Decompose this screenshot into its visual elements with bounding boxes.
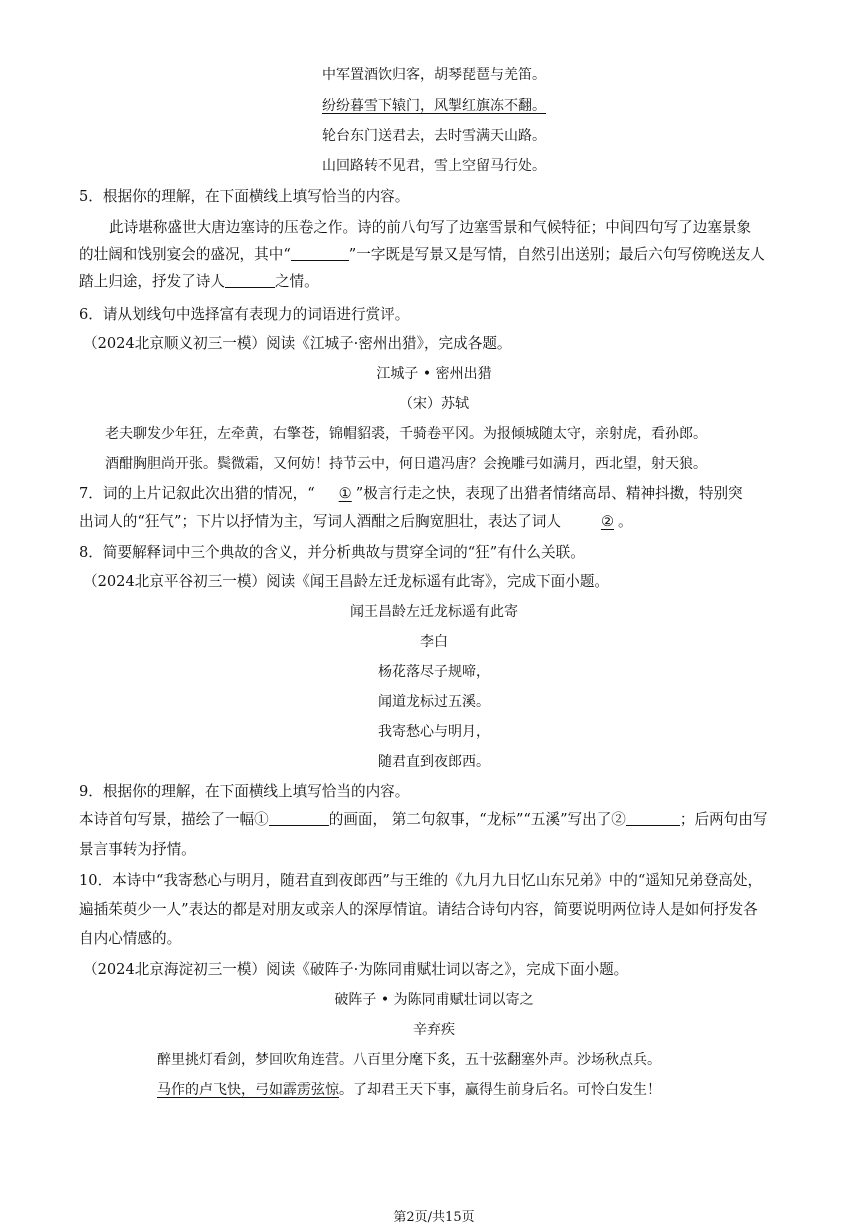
poem2-line-2: 酒酣胸胆尚开张。鬓微霜，又何妨！持节云中，何日遣冯唐？会挽雕弓如满月，西北望，射天狼。 xyxy=(105,456,707,472)
poem2-title: 江城子 • 密州出猎 xyxy=(376,366,492,382)
section-intro-2: （2024北京顺义初三一模）阅读《江城子·密州出猎》，完成各题。 xyxy=(83,335,512,352)
q5-text-b: ”一字既是写景又是写情，自然引出送别；最后六句写傍晚送友人 xyxy=(348,246,765,263)
question-5-line-2 xyxy=(79,245,765,265)
poem3-line-4: 随君直到夜郎西。 xyxy=(378,754,490,770)
poem2-author: （宋）苏轼 xyxy=(399,396,469,412)
q5-text-a: 的壮阔和饯别宴会的盛况，其中“ xyxy=(79,246,291,263)
poem4-line-2-rest: 。了却君王天下事，赢得生前身后名。可怜白发生！ xyxy=(339,1082,661,1098)
q9-text-b: 的画面， 第二句叙事，“龙标”“五溪”写出了② xyxy=(328,811,626,828)
question-7-line-2 xyxy=(79,512,633,532)
poem2-line-1: 老夫聊发少年狂，左牵黄，右擎苍，锦帽貂裘，千骑卷平冈。为报倾城随太守，亲射虎，看孙郎。 xyxy=(105,426,707,442)
answer-blank-1[interactable] xyxy=(269,811,329,826)
answer-blank[interactable] xyxy=(291,246,349,261)
question-5-head: 5．根据你的理解，在下面横线上填写恰当的内容。 xyxy=(79,188,410,205)
q9-text-c: ；后两句由写 xyxy=(679,811,768,828)
poem3-line-1: 杨花落尽子规啼， xyxy=(378,664,490,680)
underlined-verse: 纷纷暮雪下辕门，风掣红旗冻不翻。 xyxy=(322,98,546,114)
q7-text-c: 出词人的“狂气”；下片以抒情为主，写词人酒酣之后胸宽胆壮，表达了词人 xyxy=(79,513,561,530)
question-8: 8．简要解释词中三个典故的含义，并分析典故与贯穿全词的“狂”有什么关联。 xyxy=(79,544,585,561)
page-number: 第2页/共15页 xyxy=(393,1210,475,1225)
question-10-line-3: 自内心情感的。 xyxy=(79,930,182,947)
poem3-title: 闻王昌龄左迁龙标遥有此寄 xyxy=(350,604,518,620)
answer-blank[interactable] xyxy=(225,273,275,288)
question-6: 6．请从划线句中选择富有表现力的词语进行赏评。 xyxy=(79,306,410,323)
poem1-line-1: 中军置酒饮归客，胡琴琵琶与羌笛。 xyxy=(322,67,546,83)
poem4-line-1: 醉里挑灯看剑，梦回吹角连营。八百里分麾下炙，五十弦翻塞外声。沙场秋点兵。 xyxy=(157,1052,661,1068)
poem4-line-2 xyxy=(157,1080,661,1100)
poem1-line-3: 轮台东门送君去，去时雪满天山路。 xyxy=(322,128,546,144)
underlined-verse: 马作的卢飞快，弓如霹雳弦惊 xyxy=(157,1082,339,1098)
poem3-author: 李白 xyxy=(420,634,448,650)
question-5-line-1: 此诗堪称盛世大唐边塞诗的压卷之作。诗的前八句写了边塞雪景和气候特征；中间四句写了边塞景象 xyxy=(109,219,752,236)
q5-text-d: 之情。 xyxy=(274,273,319,290)
q7-text-b: ”极言行走之快，表现了出猎者情绪高昂、精神抖擞，特别突 xyxy=(355,485,743,502)
q5-text-c: 踏上归途，抒发了诗人 xyxy=(79,273,225,290)
question-9-line-1 xyxy=(79,810,767,830)
q7-text-a: 7．词的上片记叙此次出猎的情况，“ xyxy=(79,485,315,502)
question-9-line-2: 景言事转为抒情。 xyxy=(79,841,196,858)
poem3-line-3: 我寄愁心与明月， xyxy=(378,724,490,740)
question-7-line-1 xyxy=(79,484,743,504)
answer-blank-2[interactable] xyxy=(626,811,680,826)
question-9-head: 9．根据你的理解，在下面横线上填写恰当的内容。 xyxy=(79,783,410,800)
section-intro-4: （2024北京海淀初三一模）阅读《破阵子·为陈同甫赋壮词以寄之》，完成下面小题。 xyxy=(83,961,629,978)
question-5-line-3 xyxy=(79,272,319,292)
question-10-line-2: 遍插茱萸少一人”表达的都是对朋友或亲人的深厚情谊。请结合诗句内容，简要说明两位诗人是如何抒发各 xyxy=(79,901,758,918)
answer-blank-1[interactable]: ① xyxy=(338,485,352,502)
poem1-line-4: 山回路转不见君，雪上空留马行处。 xyxy=(322,158,546,174)
poem4-title: 破阵子 • 为陈同甫赋壮词以寄之 xyxy=(334,992,534,1008)
question-10-line-1: 10．本诗中“我寄愁心与明月，随君直到夜郎西”与王维的《九月九日忆山东兄弟》中的“遥知兄弟登高处， xyxy=(79,872,763,889)
section-intro-3: （2024北京平谷初三一模）阅读《闻王昌龄左迁龙标遥有此寄》，完成下面小题。 xyxy=(83,573,610,590)
answer-blank-2[interactable]: ② xyxy=(600,513,615,530)
poem3-line-2: 闻道龙标过五溪。 xyxy=(378,694,490,710)
poem4-author: 辛弃疾 xyxy=(413,1022,455,1038)
q9-text-a: 本诗首句写景，描绘了一幅① xyxy=(79,811,269,828)
poem1-line-2 xyxy=(0,96,868,116)
q7-text-d: 。 xyxy=(618,513,633,530)
